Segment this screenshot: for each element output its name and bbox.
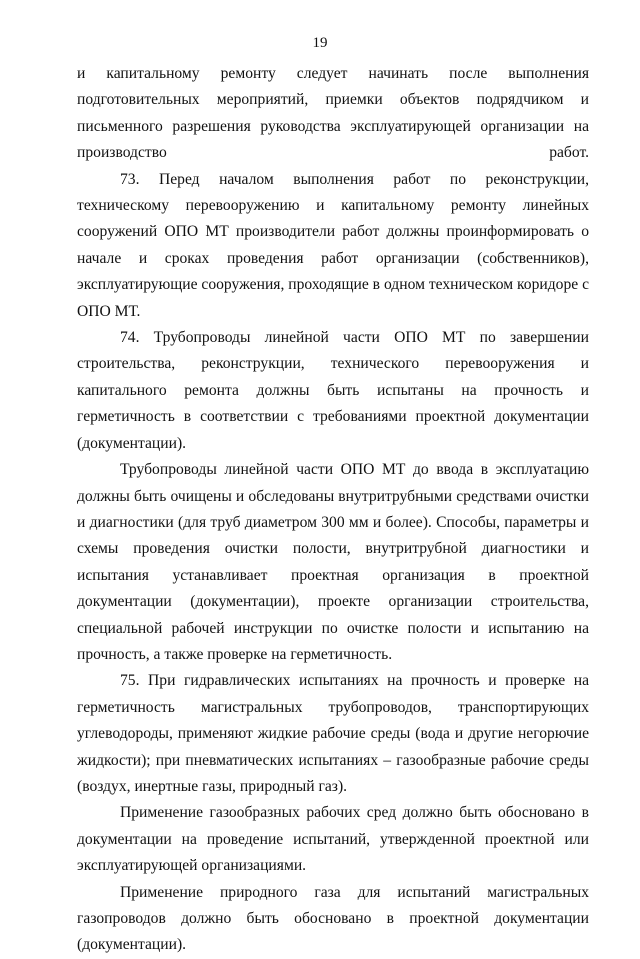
paragraph-74: 74. Трубопроводы линейной части ОПО МТ по завершении строительства, реконструкции, технического перевооружения и капитального ремонта должны быть испытаны на прочность и герметичность в соответствии с требованиями проектной документации (документации). [77, 329, 589, 452]
paragraph-74-cleaning: Трубопроводы линейной части ОПО МТ до ввода в эксплуатацию должны быть очищены и обследованы внутритрубными средствами очистки и диагностики (для труб диаметром 300 мм и более). Способы, параметры и схемы проведения очистки полости, внутритрубной диагностики и испытания устанавливает проектная организация в проектной документации (документации), проекте организации строительства, специальной рабочей инструкции по очистке полости и испытанию на прочность, а также проверке на герметичность. [77, 461, 589, 663]
paragraph-73: 73. Перед началом выполнения работ по реконструкции, техническому перевооружению и капитальному ремонту линейных сооружений ОПО МТ производители работ должны проинформировать о начале и сроках проведения работ организации (собственников), эксплуатирующие сооружения, проходящие в одном техническом коридоре с ОПО МТ. [77, 170, 589, 320]
document-body [77, 61, 589, 959]
paragraph-75-gaseous-media: Применение газообразных рабочих сред должно быть обосновано в документации на проведение испытаний, утвержденной проектной или эксплуатирующей организациями. [77, 804, 589, 875]
page-number: 19 [312, 35, 328, 51]
paragraph-continuation: и капитальному ремонту следует начинать после выполнения подготовительных мероприятий, приемки объектов подрядчиком и письменного разрешения руководства эксплуатирующей организации на производство работ. [77, 65, 589, 162]
paragraph-75-natural-gas: Применение природного газа для испытаний магистральных газопроводов должно быть обосновано в проектной документации (документации). [77, 883, 589, 954]
paragraph-75: 75. При гидравлических испытаниях на прочность и проверке на герметичность магистральных трубопроводов, транспортирующих углеводороды, применяют жидкие рабочие среды (вода и другие негорючие жидкости); при пневматических испытаниях – газообразные рабочие среды (воздух, инертные газы, природный газ). [77, 672, 589, 795]
